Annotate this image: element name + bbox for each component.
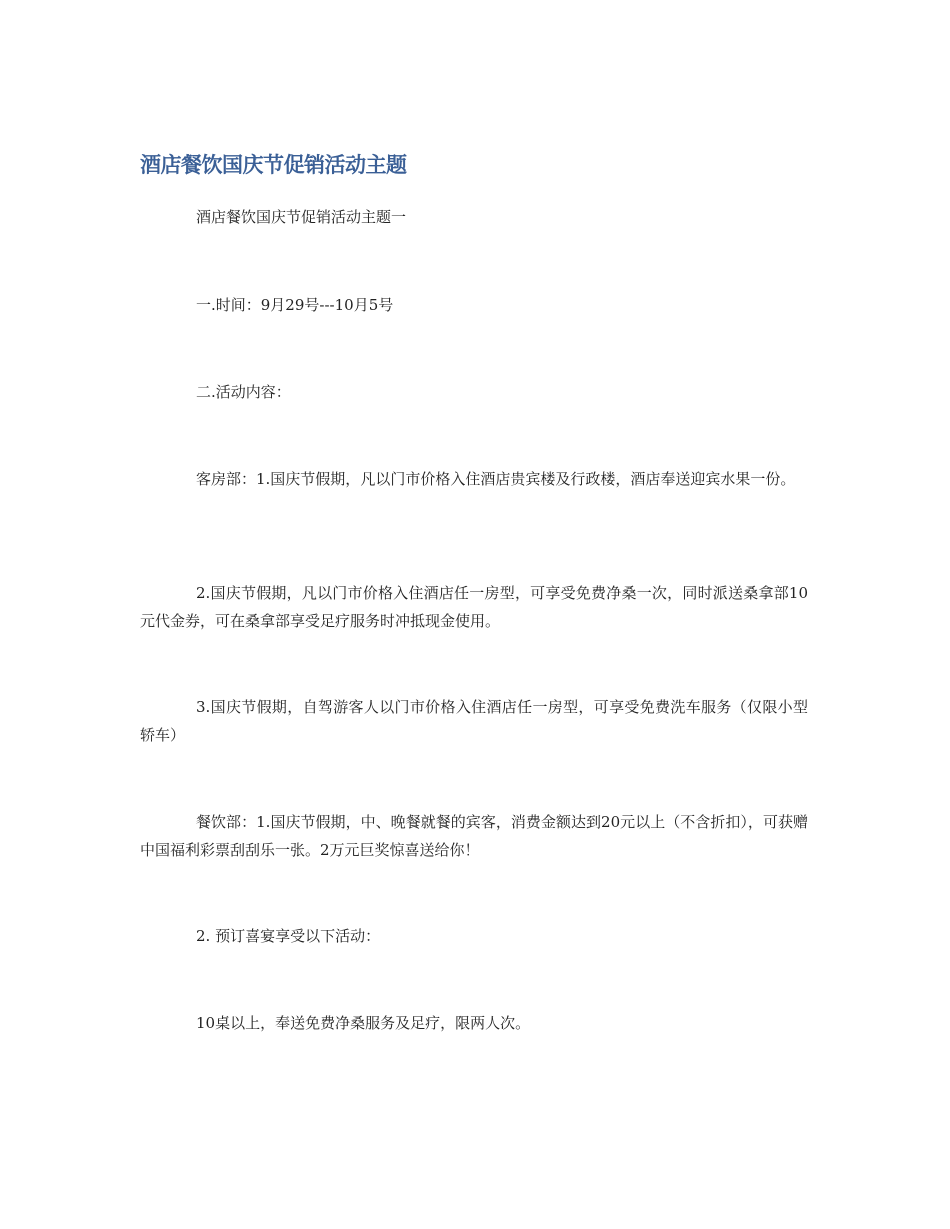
paragraph-time: 一.时间：9月29号---10月5号 bbox=[196, 296, 394, 314]
paragraph-dining-2: 2. 预订喜宴享受以下活动： bbox=[196, 927, 381, 945]
paragraph-rooms-3: 3.国庆节假期，自驾游客人以门市价格入住酒店任一房型，可享受免费洗车服务（仅限小型轿车） bbox=[140, 698, 808, 744]
paragraph-subtitle: 酒店餐饮国庆节促销活动主题一 bbox=[196, 208, 407, 226]
paragraph-banquet: 10桌以上，奉送免费净桑服务及足疗，限两人次。 bbox=[196, 1014, 531, 1032]
paragraph-activity-heading: 二.活动内容： bbox=[196, 383, 291, 401]
page-title: 酒店餐饮国庆节促销活动主题 bbox=[140, 153, 407, 177]
paragraph-dining-1: 餐饮部：1.国庆节假期，中、晚餐就餐的宾客，消费金额达到20元以上（不含折扣），可获赠中国福利彩票刮刮乐一张。2万元巨奖惊喜送给你！ bbox=[140, 813, 808, 859]
paragraph-rooms-2: 2.国庆节假期，凡以门市价格入住酒店任一房型，可享受免费净桑一次，同时派送桑拿部10元代金券，可在桑拿部享受足疗服务时冲抵现金使用。 bbox=[140, 584, 808, 630]
paragraph-rooms-1: 客房部：1.国庆节假期，凡以门市价格入住酒店贵宾楼及行政楼，酒店奉送迎宾水果一份。 bbox=[196, 470, 796, 488]
